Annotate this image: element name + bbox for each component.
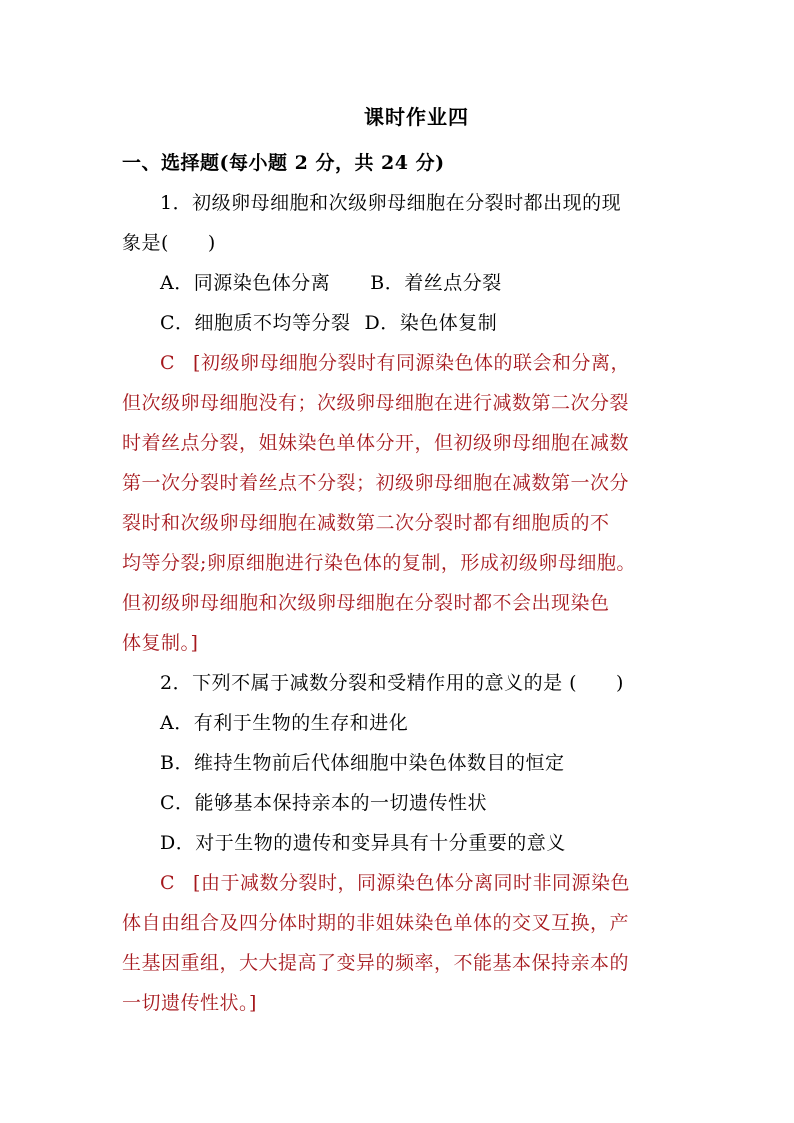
question-1-explanation-line-5: 裂时和次级卵母细胞在减数第二次分裂时都有细胞质的不 (122, 512, 610, 534)
option-c: C．细胞质不均等分裂 (160, 312, 351, 334)
section-heading: 一、选择题(每小题 2 分，共 24 分) (122, 152, 445, 174)
question-1-options-row-2 (160, 310, 497, 336)
page-title: 课时作业四 (364, 105, 469, 129)
question-2-stem: 2．下列不属于减数分裂和受精作用的意义的是 ( ) (160, 672, 624, 694)
question-2-explanation-line-2: 体自由组合及四分体时期的非姐妹染色单体的交叉互换，产 (122, 912, 630, 934)
question-1-options-row-1 (160, 270, 502, 296)
question-2-explanation-line-4: 一切遗传性状。] (122, 992, 257, 1014)
option-d: D．染色体复制 (364, 312, 498, 334)
answer-letter: C (160, 872, 176, 894)
option-a: A．同源染色体分离 (160, 272, 331, 294)
question-1-explanation-line-2: 但次级卵母细胞没有；次级卵母细胞在进行减数第二次分裂 (122, 392, 630, 414)
question-1-explanation-line-7: 但初级卵母细胞和次级卵母细胞在分裂时都不会出现染色 (122, 592, 610, 614)
question-2-option-c: C．能够基本保持亲本的一切遗传性状 (160, 792, 488, 814)
question-1-explanation-line-8: 体复制。] (122, 632, 199, 654)
question-2-explanation-line-1 (160, 870, 630, 896)
answer-letter: C (160, 352, 176, 374)
question-1-explanation-line-6: 均等分裂;卵原细胞进行染色体的复制，形成初级卵母细胞。 (122, 552, 636, 574)
question-1-explanation-line-4: 第一次分裂时着丝点不分裂；初级卵母细胞在减数第一次分 (122, 472, 630, 494)
question-2-explanation-line-3: 生基因重组，大大提高了变异的频率，不能基本保持亲本的 (122, 952, 630, 974)
explanation-text: [由于减数分裂时，同源染色体分离同时非同源染色 (193, 872, 630, 894)
question-1-explanation-line-3: 时着丝点分裂，姐妹染色单体分开，但初级卵母细胞在减数 (122, 432, 630, 454)
question-2-option-a: A．有利于生物的生存和进化 (160, 712, 409, 734)
question-1-explanation-line-1 (160, 350, 630, 376)
option-b: B．着丝点分裂 (370, 272, 502, 294)
question-2-option-b: B．维持生物前后代体细胞中染色体数目的恒定 (160, 752, 565, 774)
question-1-stem-line-1: 1．初级卵母细胞和次级卵母细胞在分裂时都出现的现 (160, 192, 622, 214)
question-2-option-d: D．对于生物的遗传和变异具有十分重要的意义 (160, 832, 566, 854)
question-1-stem-line-2: 象是( ) (122, 232, 216, 254)
explanation-text: [初级卵母细胞分裂时有同源染色体的联会和分离， (193, 352, 630, 374)
